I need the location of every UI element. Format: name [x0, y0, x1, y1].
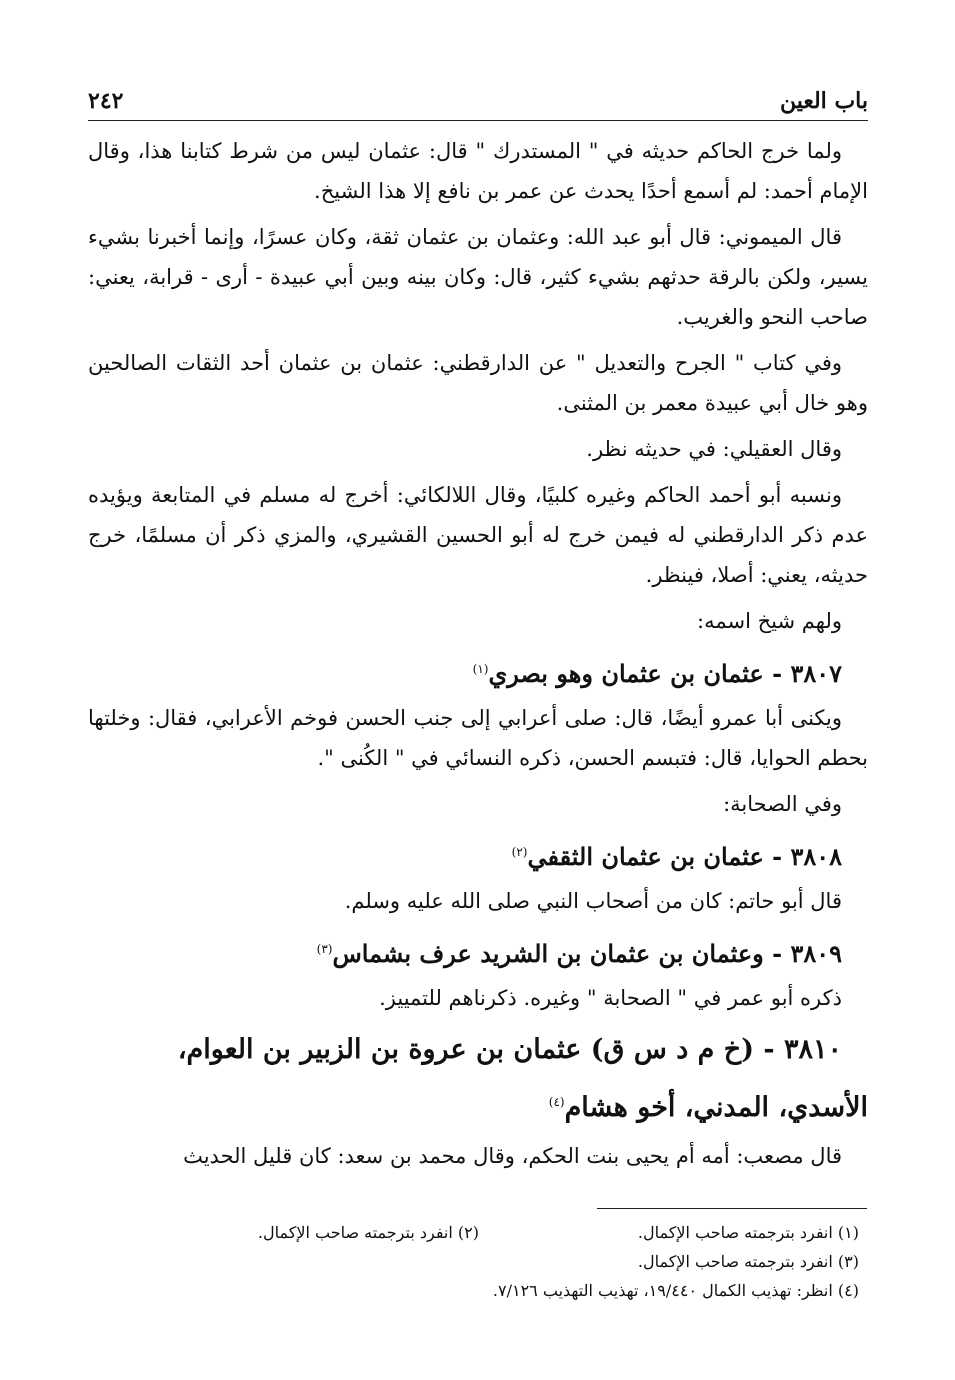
footnote-2: (٢) انفرد بترجمته صاحب الإكمال.	[257, 1223, 479, 1242]
page	[88, 70, 868, 1182]
footnote-ref[interactable]: (١)	[472, 662, 489, 676]
entry-title: ٣٨١٠ - (خ م د س ق) عثمان بن عروة بن الزبير بن العوام، الأسدي، المدني، أخو هشام	[177, 1034, 868, 1123]
paragraph: قال أبو حاتم: كان من أصحاب النبي صلى الله عليه وسلم.	[344, 889, 842, 913]
footnote-divider	[597, 1208, 867, 1209]
page-body	[88, 131, 868, 1176]
paragraph: ونسبه أبو أحمد الحاكم وغيره كلبيًا، وقال اللالكائي: أخرج له مسلم في المتابعة ويؤيده عدم ذكر الدارقطني له فيمن خرج له أبو الحسين القشيري، والمزي ذكر أن مسلمًا، خرج حديثه، يعني: أصلا، فينظر.	[88, 483, 868, 587]
paragraph: ذكره أبو عمر في " الصحابة " وغيره. ذكرناهم للتمييز.	[379, 986, 842, 1010]
entry-title: ٣٨٠٧ - عثمان بن عثمان وهو بصري	[488, 659, 842, 688]
footnote-ref[interactable]: (٣)	[316, 942, 333, 956]
paragraph: ويكنى أبا عمرو أيضًا، قال: صلى أعرابي إلى جنب الحسن فوخم الأعرابي، فقال: وخلتها بحطم الحوايا، قال: فتبسم الحسن، ذكره النسائي في " الكُنى ".	[88, 706, 868, 770]
entry-heading-3809	[88, 927, 868, 976]
footnotes	[87, 1218, 859, 1305]
entry-title: ٣٨٠٩ - وعثمان بن عثمان بن الشريد عرف بشماس	[332, 939, 842, 968]
page-number: ٢٤٢	[88, 88, 124, 114]
paragraph: قال مصعب: أمه أم يحيى بنت الحكم، وقال محمد بن سعد: كان قليل الحديث	[183, 1144, 842, 1168]
page-header	[88, 70, 868, 121]
paragraph: ولما خرج الحاكم حديثه في " المستدرك " قال: عثمان ليس من شرط كتابنا هذا، وقال الإمام أحمد: لم أسمع أحدًا يحدث عن عمر بن نافع إلا هذا الشيخ.	[88, 139, 868, 203]
chapter-title: باب العين	[779, 88, 868, 114]
paragraph: وفي الصحابة:	[723, 792, 842, 816]
footnote-3: (٣) انفرد بترجمته صاحب الإكمال.	[637, 1252, 859, 1271]
paragraph: ولهم شيخ اسمه:	[697, 609, 842, 633]
entry-title: ٣٨٠٨ - عثمان بن عثمان الثقفي	[527, 842, 842, 871]
entry-heading-3807	[88, 647, 868, 696]
paragraph: وفي كتاب " الجرح والتعديل " عن الدارقطني: عثمان بن عثمان أحد الثقات الصالحين وهو خال أبي عبيدة معمر بن المثنى.	[88, 351, 868, 415]
footnote-4: (٤) انظر: تهذيب الكمال ١٩/٤٤٠، تهذيب التهذيب ٧/١٢٦.	[492, 1281, 859, 1300]
footnote-ref[interactable]: (٢)	[511, 845, 528, 859]
entry-heading-3808	[88, 830, 868, 879]
footnote-ref[interactable]: (٤)	[548, 1095, 565, 1109]
entry-heading-3810	[88, 1024, 868, 1134]
footnote-row	[87, 1218, 859, 1247]
paragraph: قال الميموني: قال أبو عبد الله: وعثمان بن عثمان ثقة، وكان عسرًا، وإنما أخبرنا بشيء يسير، ولكن بالرقة حدثهم بشيء كثير، قال: وكان بينه وبين أبي عبيدة - أرى - قرابة، يعني: صاحب النحو والغريب.	[88, 225, 868, 329]
paragraph: وقال العقيلي: في حديثه نظر.	[586, 437, 842, 461]
footnote-1: (١) انفرد بترجمته صاحب الإكمال.	[637, 1223, 859, 1242]
